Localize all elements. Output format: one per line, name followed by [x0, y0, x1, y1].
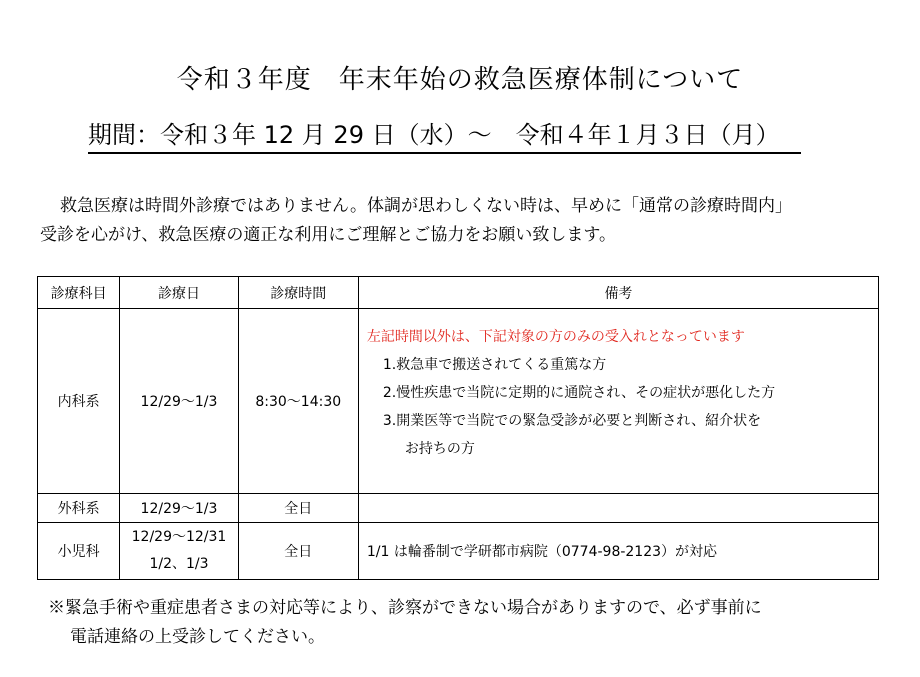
date-line-1: 12/29～12/31 — [131, 529, 227, 545]
cell-date: 12/29～1/3 — [120, 309, 238, 494]
note-item-3: 3.開業医等で当院での緊急受診が必要と判断され、紹介状を — [382, 413, 762, 429]
cell-date — [120, 523, 238, 580]
intro-line-1: 救急医療は時間外診療ではありません。体調が思わしくない時は、早めに「通常の診療時間内」 — [60, 196, 793, 216]
cell-time: 全日 — [238, 494, 358, 523]
intro-line-2: 受診を心がけ、救急医療の適正な利用にご理解とご協力をお願い致します。 — [40, 225, 616, 245]
schedule-table — [37, 276, 879, 580]
footer-line-2: 電話連絡の上受診してください。 — [70, 627, 325, 647]
date-line-2: 1/2、1/3 — [149, 556, 209, 572]
page-title: 令和３年度 年末年始の救急医療体制について — [176, 65, 744, 95]
cell-time: 全日 — [238, 523, 358, 580]
cell-department: 外科系 — [38, 494, 120, 523]
header-date: 診療日 — [120, 277, 238, 309]
cell-time: 8:30～14:30 — [238, 309, 358, 494]
cell-date: 12/29～1/3 — [120, 494, 238, 523]
cell-notes: 1/1 は輪番制で学研都市病院（0774-98-2123）が対応 — [358, 523, 878, 580]
note-warning: 左記時間以外は、下記対象の方のみの受入れとなっています — [366, 329, 745, 345]
table-row — [38, 523, 879, 580]
header-notes: 備考 — [358, 277, 878, 309]
period-heading: 期間：令和３年 12 月 29 日（水）～ 令和４年１月３日（月） — [88, 118, 801, 154]
header-department: 診療科目 — [38, 277, 120, 309]
cell-notes — [358, 494, 878, 523]
table-row — [38, 494, 879, 523]
footer-note — [48, 594, 888, 652]
note-item-3-continued: お持ちの方 — [404, 441, 475, 457]
header-time: 診療時間 — [238, 277, 358, 309]
footer-line-1: ※緊急手術や重症患者さまの対応等により、診察ができない場合がありますので、必ず事前に — [48, 598, 762, 618]
cell-department: 内科系 — [38, 309, 120, 494]
cell-department: 小児科 — [38, 523, 120, 580]
intro-paragraph — [40, 192, 880, 250]
table-header-row — [38, 277, 879, 309]
cell-notes — [358, 309, 878, 494]
note-item-1: 1.救急車で搬送されてくる重篤な方 — [382, 357, 607, 373]
note-item-2: 2.慢性疾患で当院に定期的に通院され、その症状が悪化した方 — [382, 385, 776, 401]
table-row — [38, 309, 879, 494]
